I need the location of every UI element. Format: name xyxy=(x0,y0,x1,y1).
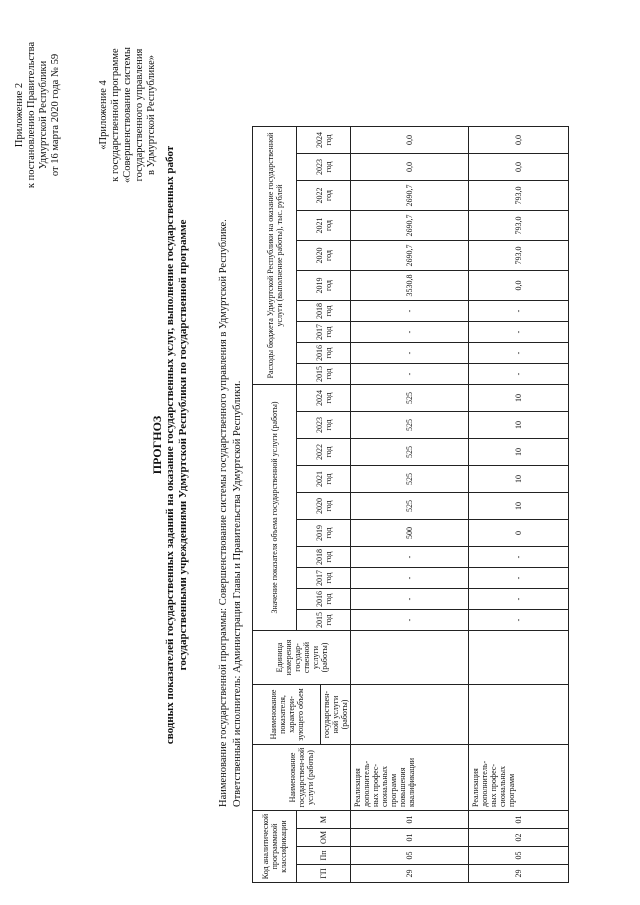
code-gp-header: ГП xyxy=(297,865,351,883)
indicator-name-header: Наименование показателя, характери-зующего объем xyxy=(253,685,321,745)
year-header: 2020 год xyxy=(297,241,351,271)
expense-cell: 0,0 xyxy=(351,127,469,154)
expense-cell: - xyxy=(469,364,569,385)
expense-cell: - xyxy=(469,301,569,322)
appendix-2-line: Приложение 2 xyxy=(14,82,25,148)
expense-cell: 793,0 xyxy=(469,211,569,241)
appendix-4-line: государственного управления xyxy=(134,48,145,182)
executor-line: Ответственный исполнитель: Администрация Главы и Правительства Удмуртской Республики. xyxy=(232,380,243,807)
year-header: 2021 год xyxy=(297,466,351,493)
code-pp-header: Пп xyxy=(297,847,351,865)
code-header: Код аналитической программной классификации xyxy=(253,811,297,883)
year-header: 2019 год xyxy=(297,520,351,547)
service-name-cell: Реализация дополнитель-ных профес-сиональных программ xyxy=(469,745,569,811)
appendix-4-line: «Приложение 4 xyxy=(98,80,109,150)
document-subtitle-line: сводных показателей государственных заданий на оказание государственных услуг, выполнение государственных работ xyxy=(164,145,176,745)
appendix-4-line: в Удмуртской Республике» xyxy=(146,54,157,176)
volume-cell: - xyxy=(351,547,469,568)
appendix-2-block xyxy=(14,25,62,205)
code-cell: 05 xyxy=(469,847,569,865)
year-header: 2024 год xyxy=(297,385,351,412)
code-om-header: ОМ xyxy=(297,829,351,847)
year-header: 2017 год xyxy=(297,568,351,589)
indicator-cell xyxy=(469,685,569,745)
service-name-cell: Реализация дополнитель-ных профес-сиональных программ повышения квалификации xyxy=(351,745,469,811)
appendix-4-line: к государственной программе xyxy=(110,48,121,182)
year-header: 2020 год xyxy=(297,493,351,520)
volume-cell: 10 xyxy=(469,439,569,466)
volume-cell: - xyxy=(351,589,469,610)
volume-cell: - xyxy=(469,589,569,610)
year-header: 2022 год xyxy=(297,439,351,466)
expense-cell: - xyxy=(469,343,569,364)
volume-cell: - xyxy=(351,568,469,589)
unit-header: Единица измерения государ-ственной услуги (работы) xyxy=(253,631,351,685)
year-header: 2024 год xyxy=(297,127,351,154)
volume-cell: - xyxy=(469,610,569,631)
document-subtitle-line: государственными учреждениями Удмуртской Республики по государственной программе xyxy=(177,219,189,671)
code-cell: 29 xyxy=(351,865,469,883)
expense-cell: 793,0 xyxy=(469,181,569,211)
volume-cell: 525 xyxy=(351,466,469,493)
year-header: 2019 год xyxy=(297,271,351,301)
year-header: 2017 год xyxy=(297,322,351,343)
expense-cell: 793,0 xyxy=(469,241,569,271)
volume-cell: 0 xyxy=(469,520,569,547)
volume-cell: 525 xyxy=(351,439,469,466)
expense-cell: 2690,7 xyxy=(351,241,469,271)
volume-cell: 500 xyxy=(351,520,469,547)
expense-group-header: Расходы бюджета Удмуртской Республики на оказание государственной услуги (выполнение работы), тыс. рублей xyxy=(253,127,297,385)
volume-cell: 525 xyxy=(351,385,469,412)
expense-cell: - xyxy=(469,322,569,343)
expense-cell: - xyxy=(351,343,469,364)
year-header: 2016 год xyxy=(297,589,351,610)
year-header: 2016 год xyxy=(297,343,351,364)
program-name-line: Наименование государственной программы: Совершенствование системы государственного управления в Удмуртской Республике. xyxy=(218,219,229,807)
volume-cell: 525 xyxy=(351,412,469,439)
code-cell: 29 xyxy=(469,865,569,883)
code-cell: 05 xyxy=(351,847,469,865)
appendix-4-block xyxy=(98,25,158,205)
expense-cell: 3530,8 xyxy=(351,271,469,301)
volume-group-header: Значение показателя объема государственной услуги (работы) xyxy=(253,385,297,631)
year-header: 2015 год xyxy=(297,610,351,631)
expense-cell: - xyxy=(351,322,469,343)
volume-cell: - xyxy=(469,568,569,589)
year-header: 2018 год xyxy=(297,547,351,568)
volume-cell: 10 xyxy=(469,493,569,520)
year-header: 2023 год xyxy=(297,154,351,181)
appendix-2-line: от 16 марта 2020 года № 59 xyxy=(50,53,61,177)
year-header: 2023 год xyxy=(297,412,351,439)
code-cell: 01 xyxy=(469,811,569,829)
expense-cell: 2690,7 xyxy=(351,211,469,241)
code-m-header: М xyxy=(297,811,351,829)
code-cell: 01 xyxy=(351,811,469,829)
volume-cell: - xyxy=(351,610,469,631)
unit-cell xyxy=(351,631,469,685)
unit-cell xyxy=(469,631,569,685)
forecast-table xyxy=(252,126,569,883)
year-header: 2015 год xyxy=(297,364,351,385)
expense-cell: 0,0 xyxy=(351,154,469,181)
expense-cell: 0,0 xyxy=(469,154,569,181)
year-header: 2021 год xyxy=(297,211,351,241)
volume-cell: - xyxy=(469,547,569,568)
volume-cell: 10 xyxy=(469,466,569,493)
service-name-header: Наименование государствен-ной услуги (работы) xyxy=(253,745,351,811)
indicator-cell xyxy=(351,685,469,745)
volume-cell: 10 xyxy=(469,385,569,412)
expense-cell: - xyxy=(351,301,469,322)
title-block xyxy=(150,75,190,815)
year-header: 2018 год xyxy=(297,301,351,322)
volume-cell: 10 xyxy=(469,412,569,439)
appendix-2-line: к постановлению Правительства xyxy=(26,41,37,189)
expense-cell: 0,0 xyxy=(469,271,569,301)
document-title: ПРОГНОЗ xyxy=(150,415,164,475)
appendix-4-line: «Совершенствование системы xyxy=(122,47,133,183)
table-row xyxy=(469,127,569,883)
volume-cell: 525 xyxy=(351,493,469,520)
expense-cell: 2690,7 xyxy=(351,181,469,211)
expense-cell: - xyxy=(351,364,469,385)
expense-cell: 0,0 xyxy=(469,127,569,154)
code-cell: 02 xyxy=(469,829,569,847)
table-row xyxy=(351,127,469,883)
indicator-name-subheader: государствен-ной услуги (работы) xyxy=(321,685,351,745)
year-header: 2022 год xyxy=(297,181,351,211)
code-cell: 01 xyxy=(351,829,469,847)
appendix-2-line: Удмуртской Республики xyxy=(38,60,49,170)
